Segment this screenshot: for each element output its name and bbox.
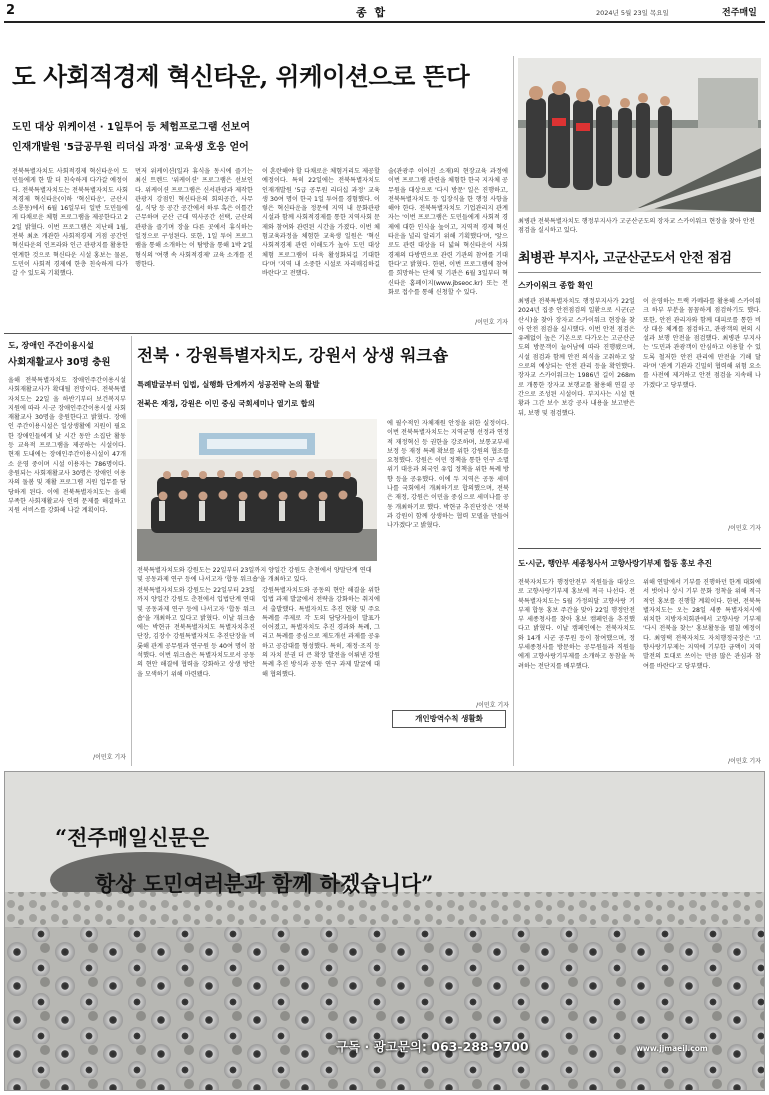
ad-slogan-line-1: “전주매일신문은 [55,825,210,850]
article4-column-1: 전북특별자치도와 강원도는 22일부터 23일까지 양일간 강원도 춘천에서 입법단계 연대 및 공동과제 연구 등에 나서고자 '합동 워크숍'을 개최하고 있다고 밝혔다. 이날 워크숍에는 박현규 전북특별자치도 특별자치추진단장, 김장수 강원특별자치도 추진단장을 비롯해 관계 공무원과 연구원 등 40여 명이 참석했다. 이번 워크숍은 특별자치도로서 공동의 현안 해결에 협력을 강화하고 상생 방안을 모색하기 위해 마련됐다. [137,587,255,678]
article2-headline: 최병관 부지사, 고군산군도서 안전 점검 [518,251,732,266]
hygiene-box [392,710,506,728]
article1-column-4: 술(관광주 이어진 소재)의 현장교육 과정에 이번 프로그램 관련을 체험한 한국 지자체 공무원을 대상으로 '다시 방문' 일은 진행하고, 전북특별자치도 등 입장식을 한 행정 사항을 해야 한다. 전북특별자치도 기업관리지 관계자는 '이번 프로그램은 도민들에게 사회적 경제에 대한 인식을 높이고, 지역적 경제 혁신타운을 널리 알리기 위해 기획했다'며, '앞으로도 관련 대상을 더 넓혀 혁신타운이 사회 경제의 다방면으로 관련 기관의 참여를 기대한다'고 밝혔다. 한편, 이번 프로그램에 참여를 희망하는 단체 및 기관은 6월 3일부터 혁신타운 홈페이지(www.jbseoc.kr) 또는 전화로 접수를 통해 신청할 수 있다. [388,168,508,296]
article2-column-2-wrap [643,297,761,539]
article1-byline: /이민호 기자 [475,319,508,326]
article1-subhead-2: 인재개발원 '5급공무원 리더십 과정' 교육생 호응 얻어 [12,142,249,153]
separator-top [4,333,512,334]
article3-headline: 사회재활교사 30명 충원 [8,357,111,368]
article5-column-2: 위해 연말에서 기부를 진행하던 한계 대회에서 벗어나 상시 기부 문화 정착을 위해 적극적인 홍보를 진행할 계획이다. 한편, 전북특별자치도는 오는 28일 세종 특별자치시에 위치한 지방자치회관에서 고향사랑 기부제 '다시 전북을 찾는' 홍보활동을 펼칠 예정이다. 최영택 전북자치도 자치행정국장은 '고향사랑기부제는 지역에 기부한 금액이 지역 발전의 토대로 쓰이는 만큼 많은 관심과 참여를 바란다'고 당부했다. [643,579,761,670]
paper-name: 전주매일 [722,8,757,18]
article4-column-3: 에 필수적인 자체재원 안정을 위한 실정이다. 이번 전북특별자치도는 지역균형 선정과 연정적 재정혁신 등 권한을 강조하며, 보통교부세 보정 등 재정 특례 확보를 위한 강원의 협조를 요청했다. 강원은 이민 정책을 통한 인구 소멸 위기 대응과 외국인 유입 정책을 위한 특례 방향 등을 공유했다. 이에 두 지역은 공동 세미나를 국회에서 개최하기로 합의했으며, 전북은 재정, 강원은 이민을 중심으로 세미나를 공동 개최하기로 했다. 박현규 추진단장은 '전북과 강원이 함께 상생하는 협력 모델을 만들어 나가겠다'고 밝혔다. [387,420,509,530]
issue-date: 2024년 5월 23일 목요일 [596,9,669,17]
article2-column-2: 이 운영하는 트랙 카메라를 활용해 스카이워크 하부 부분을 꼼꼼하게 점검하기도 했다. 또한, 안전 관리자와 함께 대피로를 통한 비상 대응 체계를 점검하고, 관광객의 편의 시설과 보행 안전을 점검했다. 최병관 부지사는 '도민과 관광객이 안심하고 이용할 수 있도록 철저한 안전 관리에 만전을 기해 달라'며 '관계 기관과 긴밀히 협력해 위험 요소를 사전에 제거하고 안전 점검을 지속해 나가겠다'고 당부했다. [643,298,761,389]
article2-byline: /이민호 기자 [728,525,761,532]
article2-subhead: 스카이워크 종합 확인 [518,281,594,290]
article5-top-rule [518,548,761,549]
article1-column-4-wrap [388,167,508,327]
article3-kicker: 도, 장애인 주간이용시설 [8,341,94,350]
article5-column-1: 전북자치도가 행정안전부 직원들을 대상으로 고향사랑기부제 홍보에 적극 나선다. 전북특별자치도는 5월 가정의달 고향사랑 기부제 합동 홍보 주간을 맞아 22일 행정안전부 세종청사를 찾아 홍보 캠페인을 추진했다고 밝혔다. 이날 캠페인에는 전북자치도와 14개 시군 공무원 등이 참여했으며, 정부세종청사를 방문하는 공무원들과 직원들에게 고향사랑기부제를 소개하고 동참을 독려하는 전단지를 배부했다. [518,579,635,670]
article1-column-3: 이 혼란해야 할 다채로운 체험거리도 제공할 예정이다. 특히 22일에는 전북특별자치도 인재개발원 '5급 공무원 리더십 과정' 교육생 30여 명이 한국 1일 투어를 경험했다. 이렇은 혁신타운을 정문에 지역 내 문화관광 시설과 함께 사회적경제를 통한 지역사회 문제와 참여와 관련된 시간을 가졌다. 이번 체험교육과정을 체험한 교육생 일원은 '혁신 사회적경제 관련 이해도가 높아 도민 대상 체험 프로그램이 더욱 활성화되길 기대한다'며 '지역 내 소중한 시설로 자리매김하길 바란다'고 전했다. [262,168,380,278]
article5-column-2-wrap [643,578,761,768]
article2-column-1: 최병관 전북특별자치도 행정부지사가 22일 2024년 집중 안전점검의 일환으로 시군(군산시)을 찾아 장자교 스카이워크 현장을 찾아 안전 점검을 실시했다. 이번 안전 점검은 유례없이 높은 기온으로 다가오는 고군산군도의 방문객이 늘어남에 따라 진행됐으며, 시설 점검과 함께 안전 의식을 고취하고 앞으로의 예상되는 안전 관리 등을 확인했다. 장자교 스카이워크는 1986년 길이 268m로 개통한 장자교 보행교를 활용해 연결 공간으로 조성된 시설이다. 부지사는 시설 현황과 그간 보수 보강 공사 내용을 보고받은 뒤, 보행 및 점검했다. [518,298,635,417]
article4-byline: /이민호 기자 [476,702,509,709]
article4-headline: 전북 · 강원특별자치도, 강원서 상생 워크숍 [137,346,449,365]
article1-headline: 도 사회적경제 혁신타운, 위케이션으로 뜬다 [12,62,470,91]
separator-vertical-right [513,56,514,766]
separator-vertical-left [131,336,132,766]
article5-byline: /이민호 기자 [728,758,761,765]
workshop-photo-caption: 전북특별자치도와 강원도는 22일부터 23일까지 양일간 강원도 춘천에서 양말단계 연대 및 공동과제 연구 등에 나서고자 '합동 워크숍'을 개최하고 있다. [137,567,372,583]
article3-column-wrap [8,376,126,768]
article3-column-1: 올해 전북특별자치도 장애인주간이용시설 사회재활교사가 확대될 전망이다. 전북특별자치도는 22일 올 하반기부터 보건복지부 지원에 따라 시·군 장애인주간이용시설 사회재활교사 30명을 충원한다고 밝혔다. 장애인 주간이용시설은 일상생활에 지원이 필요한 장애인들에게 낮 시간 동안 소집단 활동 등 교육적 프로그램을 제공하는 시설이다. 현재 도내에는 장애인주간이용시설이 47개소 운영 중이며 시설 이용자는 786명이다. 충원되는 사회재활교사 30명은 장애인 이용자의 돌봄 및 재활 프로그램 지원 업무를 담당하게 된다. 이에 전북특별자치도는 올해 부족한 사회재활교사 인력 문제를 해결하고 지원 서비스를 강화해 나갈 계획이다. [8,377,126,515]
ad-website: www.jjmaeil.com [636,1044,708,1053]
article1-column-1: 전북특별자치도 사회적경제 혁신타운이 도민들에게 한 발 더 친숙하게 다가갈 예정이다. 전북특별자치도는 전북특별자치도 사회적경제 혁신타운(이하 '혁신타운', 군산시 소룡동)에서 6월 16일부터 일반 도민들에게 다채로운 체험 프로그램을 제공한다고 22일 밝혔다. 이번 프로그램은 지난해 1월, 전북 최초 개관한 사회적경제 거점 공간인 혁신타운의 인프라와 인근 관광지를 활용한 연계한 것으로 혁신타운 시설 홍보는 물론, 도민이 사회적 경제에 한층 친숙하게 다가갈 수 있도록 기획했다. [12,168,128,278]
ad-contact: 구독 · 광고문의: 063-288-9700 [336,1039,529,1054]
article1-column-2: 먼저 위케이션(일과 휴식을 동시에 즐기는 최신 트렌드 '위케이션' 프로그램은 선보인다. 위케이션 프로그램은 신서관광과 제작한 관광지 강점인 혁신타운의 회의공간, 사무실, 식당 등 공간 공간에서 하루 혹은 이틀간 근무하며 군산 근대 역사공간 선택, 군산의 관광을 즐기며 장을 다른 곳에서 휴식하는 일정으로 구성된다. 또한, 1일 투어 프로그램을 통해 소개하는 이 탐방을 통해 1박 2일 형식의 '여행 속 사회적경제' 교육 소개를 진행한다. [135,168,253,268]
page-number: 2 [6,3,16,18]
ad-slogan-line-2: 항상 도민여러분과 함께 하겠습니다” [95,871,434,896]
article5-headline: 도·시군, 행안부 세종청사서 고향사랑기부제 합동 홍보 추진 [518,559,712,568]
article4-column-2: 강원특별자치도와 공동의 현안 해결을 위한 입법 과제 발굴에서 전략을 강화하는 취지에서 출발했다. 특별자치도 추진 현황 및 주요 특례를 주제로 각 도의 담당자들이 발표가 이어졌고, 특별자치도 추진 경과와 특례, 그리고 특례를 중심으로 제도개선 과제를 공유하고 공감대를 형성했다. 특히, 재정·조직 등의 자치 분권 더 큰 확장 발전을 이뤄낸 강원 특례 추진 방식과 공동 연구 과제 발굴에 대해 협의했다. [262,587,380,678]
article4-subhead-1: 특례발굴부터 입법, 실행화 단계까지 성공전략 논의 활발 [137,380,320,389]
article2-rule [518,272,761,273]
safety-inspection-photo [518,58,761,212]
article4-subhead-2: 전북은 재정, 강원은 이민 중심 국회세미나 열기로 합의 [137,399,315,408]
workshop-group-photo [137,419,377,561]
article1-subhead-1: 도민 대상 위케이션 · 1일투어 등 체험프로그램 선보여 [12,122,250,133]
masthead-rule [4,21,765,23]
safety-inspection-caption: 최병관 전북특별자치도 행정부지사가 고군산군도의 장자교 스카이워크 현장을 찾아 안전 점검을 실시하고 있다. [518,218,755,234]
article3-byline: /이민호 기자 [93,754,126,761]
hygiene-box-label: 개인방역수칙 생활화 [415,714,483,723]
masthead [0,0,769,22]
section-name: 종 합 [356,6,388,19]
